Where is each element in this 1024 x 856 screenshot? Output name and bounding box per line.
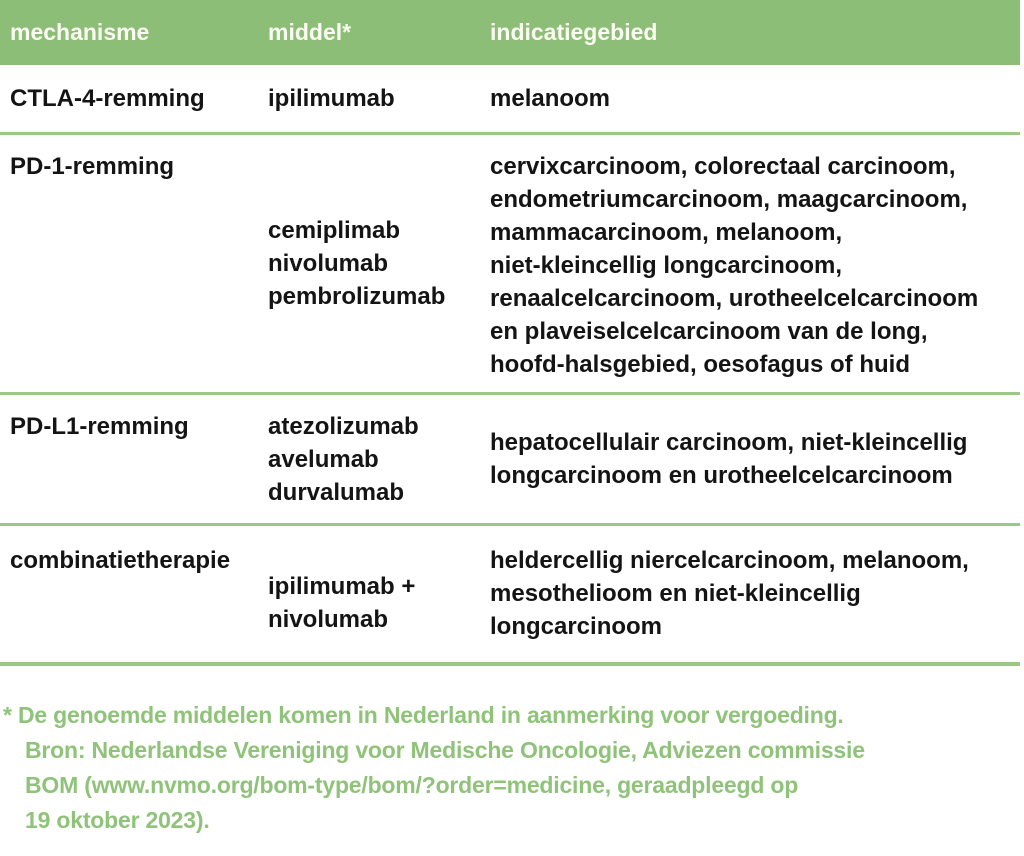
indication-line: endometriumcarcinoom, maagcarcinoom, xyxy=(490,186,968,213)
indication-line: renaalcelcarcinoom, urotheelcelcarcinoom xyxy=(490,285,979,312)
indication-line: cervixcarcinoom, colorectaal carcinoom, xyxy=(490,153,956,180)
agent-line: nivolumab xyxy=(268,250,389,277)
table-row-pd1 xyxy=(0,135,1020,395)
agent-line: ipilimumab xyxy=(268,85,395,112)
agent-line: nivolumab xyxy=(268,605,389,633)
mechanism-cell: PD-L1-remming xyxy=(10,413,189,440)
indication-line: niet-kleincellig longcarcinoom, xyxy=(490,252,843,279)
indication-line: mesothelioom en niet-kleincellig xyxy=(490,580,861,607)
indication-line: longcarcinoom xyxy=(490,613,663,640)
indication-line: longcarcinoom en urotheelcelcarcinoom xyxy=(490,462,953,489)
table-row-combination xyxy=(0,529,1020,662)
agent-line: atezolizumab xyxy=(268,413,419,440)
agent-line: pembrolizumab xyxy=(268,283,446,310)
indications-cell xyxy=(490,82,1020,115)
header-mechanism: mechanisme xyxy=(10,19,150,45)
header-indication: indicatiegebied xyxy=(490,19,658,45)
agents-cell xyxy=(268,214,490,313)
agent-line: durvalumab xyxy=(268,479,405,506)
indications-cell xyxy=(490,135,1020,381)
footnote-line: BOM (www.nvmo.org/bom-type/bom/?order=medicine, geraadpleegd op xyxy=(25,772,799,798)
indication-line: melanoom xyxy=(490,85,611,112)
indication-line: hoofd-halsgebied, oesofagus of huid xyxy=(490,351,910,378)
mechanism-cell: combinatietherapie xyxy=(10,547,231,574)
table-row-pdl1 xyxy=(0,395,1020,526)
agents-cell xyxy=(268,82,490,115)
header-agent: middel* xyxy=(268,19,352,45)
indication-line: heldercellig niercelcarcinoom, melanoom, xyxy=(490,547,969,574)
mechanism-cell: CTLA-4-remming xyxy=(10,85,205,112)
indication-line: en plaveiselcelcarcinoom van de long, xyxy=(490,318,928,345)
indications-cell xyxy=(490,426,1020,492)
indications-cell xyxy=(490,529,1020,643)
footnote xyxy=(3,698,1003,838)
agents-cell xyxy=(268,395,490,509)
footnote-line: Bron: Nederlandse Vereniging voor Medische Oncologie, Adviezen commissie xyxy=(25,737,865,763)
agent-line: cemiplimab xyxy=(268,217,401,244)
table-row-ctla4 xyxy=(0,65,1020,135)
agent-line: ipilimumab + xyxy=(268,572,416,600)
agent-line: avelumab xyxy=(268,446,379,473)
indication-line: mammacarcinoom, melanoom, xyxy=(490,219,843,246)
bottom-divider xyxy=(0,662,1020,666)
table-header-row xyxy=(0,0,1020,65)
footnote-line: * De genoemde middelen komen in Nederland in aanmerking voor vergoeding. xyxy=(3,702,844,728)
mechanism-cell: PD-1-remming xyxy=(10,153,175,180)
footnote-line: 19 oktober 2023). xyxy=(25,807,210,833)
agents-cell xyxy=(268,570,490,636)
indication-line: hepatocellulair carcinoom, niet-kleincellig xyxy=(490,429,968,456)
